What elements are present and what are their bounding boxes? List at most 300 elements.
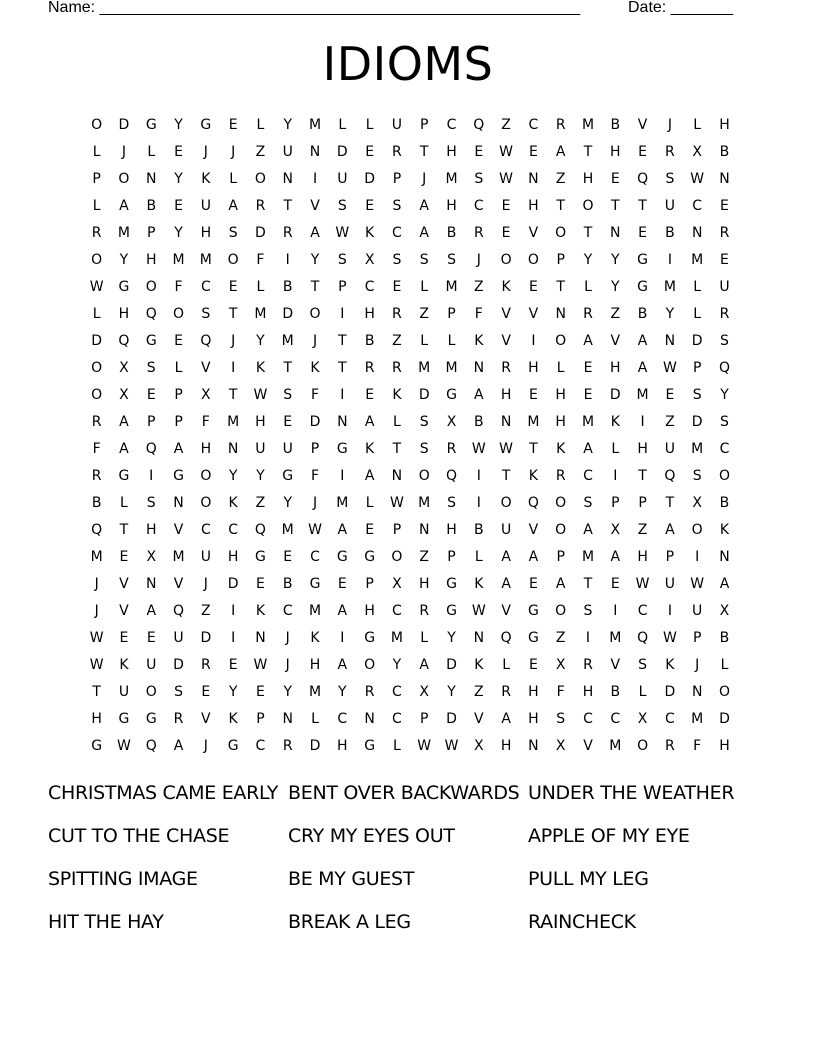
grid-letter: B [446,225,457,241]
grid-letter: E [638,144,648,160]
grid-letter: O [118,171,130,187]
grid-letter: H [637,441,648,457]
grid-letter: R [555,468,566,484]
word-list-item: CHRISTMAS CAME EARLY [48,782,279,804]
grid-letter: C [392,603,402,619]
grid-letter: P [692,630,702,646]
grid-letter: C [255,738,266,754]
grid-letter: K [610,414,620,430]
grid-letter: H [610,360,621,376]
grid-row [83,274,741,301]
grid-letter: Y [283,117,292,133]
grid-letter: X [446,414,457,430]
grid-letter: H [309,657,321,673]
grid-letter: O [91,117,103,133]
grid-letter: L [92,306,101,322]
grid-letter: H [227,549,239,565]
grid-letter: N [282,711,293,727]
grid-letter: U [692,603,703,619]
grid-letter: V [528,522,539,538]
grid-letter: P [174,387,183,403]
grid-letter: C [664,711,675,727]
grid-letter: T [92,684,101,700]
grid-letter: A [555,576,566,592]
grid-letter: I [285,252,290,268]
grid-letter: P [638,495,647,511]
grid-letter: E [392,279,402,295]
grid-letter: C [583,468,593,484]
grid-letter: D [91,333,103,349]
grid-letter: R [446,441,457,457]
page-title: IDIOMS [322,37,494,91]
grid-letter: E [501,225,511,241]
grid-letter: H [719,738,730,754]
grid-letter: I [231,630,236,646]
grid-letter: X [119,360,129,376]
grid-row [83,463,741,490]
grid-letter: J [667,117,672,133]
grid-letter: L [474,549,483,565]
header [48,0,748,19]
grid-letter: X [692,495,702,511]
grid-letter: I [340,306,345,322]
grid-letter: W [335,225,350,241]
grid-letter: H [528,198,539,214]
grid-letter: H [255,414,266,430]
grid-letter: G [145,711,157,727]
grid-letter: V [637,117,648,133]
grid-letter: L [420,333,429,349]
grid-letter: N [282,171,293,187]
grid-letter: X [146,549,157,565]
grid-letter: G [364,738,376,754]
grid-letter: B [364,333,375,349]
grid-letter: W [662,630,677,646]
grid-letter: S [720,414,729,430]
grid-letter: I [613,468,618,484]
grid-letter: E [720,198,729,214]
grid-letter: M [691,711,704,727]
grid-letter: G [145,117,157,133]
grid-letter: E [583,387,593,403]
grid-letter: A [173,738,184,754]
grid-letter: D [309,738,321,754]
letter-grid [83,112,741,760]
grid-letter: X [474,738,484,754]
grid-letter: G [282,468,294,484]
grid-letter: A [173,441,184,457]
grid-letter: M [281,333,294,349]
grid-letter: M [581,117,595,133]
grid-row [83,598,741,625]
grid-letter: L [147,144,156,160]
grid-letter: B [719,630,730,646]
grid-letter: F [310,468,320,484]
grid-letter: P [338,279,347,295]
grid-letter: D [691,414,703,430]
grid-letter: V [583,738,593,754]
grid-letter: A [337,657,348,673]
grid-letter: G [446,603,457,619]
grid-row [83,355,741,382]
grid-letter: L [311,711,319,727]
grid-letter: Z [610,306,621,322]
grid-letter: D [446,711,457,727]
grid-letter: N [500,414,512,430]
grid-letter: N [146,576,157,592]
grid-letter: C [282,603,293,619]
grid-letter: A [337,522,348,538]
grid-letter: X [364,252,375,268]
grid-letter: I [640,414,645,430]
grid-letter: O [145,279,157,295]
grid-letter: X [419,684,429,700]
grid-letter: W [308,522,322,538]
grid-row [83,436,741,463]
grid-letter: T [283,360,292,376]
grid-letter: K [228,495,238,511]
grid-letter: A [146,603,157,619]
grid-letter: E [638,225,648,241]
grid-letter: D [336,144,348,160]
grid-letter: U [282,441,293,457]
grid-letter: Y [392,657,402,673]
grid-letter: W [444,738,459,754]
grid-letter: M [172,549,185,565]
grid-letter: E [528,279,538,295]
grid-letter: D [609,387,621,403]
grid-letter: S [283,387,293,403]
word-list-item: BE MY GUEST [288,868,415,890]
grid-row [83,382,741,409]
grid-letter: Y [665,306,675,322]
grid-letter: H [91,711,102,727]
grid-letter: M [308,117,322,133]
grid-letter: M [581,549,595,565]
grid-letter: D [255,225,266,241]
grid-letter: Y [720,387,729,403]
grid-letter: T [228,387,238,403]
grid-letter: L [611,441,620,457]
grid-letter: R [200,657,211,673]
grid-letter: N [173,495,184,511]
grid-letter: U [173,630,184,646]
grid-letter: V [310,198,320,214]
grid-row [83,328,741,355]
grid-letter: J [476,252,481,268]
grid-letter: V [610,657,621,673]
grid-letter: M [90,549,103,565]
grid-letter: H [446,522,457,538]
grid-letter: X [555,738,566,754]
grid-letter: O [500,495,512,511]
grid-row [83,247,741,274]
grid-letter: W [89,657,104,673]
word-list-item: UNDER THE WEATHER [528,782,735,804]
grid-letter: D [446,657,457,673]
grid-letter: H [500,387,512,403]
grid-letter: C [310,549,320,565]
grid-row [83,193,741,220]
grid-letter: O [364,657,376,673]
grid-letter: W [117,738,131,754]
grid-letter: L [420,279,429,295]
grid-letter: N [610,225,621,241]
grid-letter: S [201,306,211,322]
grid-letter: O [718,468,730,484]
grid-letter: W [499,441,514,457]
grid-letter: O [637,738,649,754]
grid-letter: H [528,711,539,727]
grid-letter: X [119,387,129,403]
grid-letter: G [200,117,212,133]
grid-letter: E [501,198,511,214]
grid-letter: B [719,495,730,511]
grid-letter: O [527,252,539,268]
grid-letter: L [256,117,265,133]
grid-letter: R [282,738,293,754]
grid-letter: M [281,522,294,538]
grid-letter: B [610,684,621,700]
grid-letter: T [638,198,647,214]
grid-letter: S [419,252,429,268]
grid-letter: N [255,630,266,646]
grid-letter: P [447,306,456,322]
grid-letter: J [231,333,236,349]
grid-letter: E [201,684,211,700]
grid-letter: E [283,414,293,430]
grid-letter: R [501,684,511,700]
grid-letter: Q [637,171,649,187]
grid-letter: E [610,171,620,187]
word-list-item: HIT THE HAY [48,911,164,933]
grid-letter: W [635,576,650,592]
grid-letter: I [585,630,591,646]
grid-letter: M [663,279,676,295]
grid-letter: N [664,333,676,349]
grid-letter: P [556,549,565,565]
grid-letter: O [91,387,103,403]
grid-letter: J [203,144,208,160]
grid-letter: T [119,522,129,538]
grid-letter: D [309,414,321,430]
grid-letter: T [665,495,675,511]
grid-letter: W [389,495,404,511]
word-list-item: SPITTING IMAGE [48,868,198,890]
grid-letter: Y [283,495,292,511]
grid-letter: O [200,468,212,484]
grid-letter: I [476,468,481,484]
grid-letter: A [119,198,129,214]
grid-letter: N [364,711,375,727]
grid-letter: M [609,738,622,754]
grid-letter: G [336,441,348,457]
grid-letter: S [174,684,183,700]
grid-letter: J [203,738,208,754]
grid-letter: O [555,603,567,619]
grid-letter: T [583,225,593,241]
grid-letter: O [173,306,185,322]
grid-letter: S [447,252,456,268]
grid-letter: H [446,144,457,160]
grid-letter: T [556,279,565,295]
grid-letter: I [231,603,236,619]
grid-letter: N [391,468,403,484]
grid-letter: E [365,522,375,538]
grid-letter: C [228,522,239,538]
word-list-item: RAINCHECK [528,911,636,933]
grid-letter: D [118,117,130,133]
grid-letter: M [445,279,458,295]
grid-letter: Z [201,603,211,619]
grid-letter: Y [283,684,292,700]
grid-letter: C [446,117,457,133]
grid-letter: S [720,333,729,349]
grid-letter: H [145,252,157,268]
grid-letter: B [146,198,157,214]
grid-letter: I [476,495,481,511]
grid-letter: A [501,711,511,727]
grid-letter: L [556,360,565,376]
grid-letter: F [92,441,101,457]
grid-letter: M [418,360,431,376]
grid-letter: F [474,306,483,322]
grid-row [83,301,741,328]
grid-letter: P [611,495,620,511]
grid-letter: Q [445,468,458,484]
grid-letter: U [146,657,157,673]
grid-letter: U [391,117,403,133]
grid-letter: W [89,279,104,295]
grid-letter: H [555,414,566,430]
grid-letter: A [583,522,593,538]
grid-letter: Z [637,522,648,538]
grid-letter: U [282,144,293,160]
grid-letter: L [393,414,401,430]
grid-letter: J [94,603,99,619]
grid-letter: Q [664,468,676,484]
grid-letter: A [419,657,429,673]
grid-letter: Z [255,144,266,160]
grid-letter: R [583,306,593,322]
grid-letter: E [665,387,675,403]
grid-letter: A [637,333,648,349]
grid-letter: U [500,522,512,538]
grid-letter: Y [256,468,265,484]
grid-letter: M [527,414,540,430]
grid-row [83,112,741,139]
grid-letter: O [500,252,512,268]
grid-letter: N [555,306,566,322]
grid-letter: A [719,576,730,592]
grid-letter: H [610,144,621,160]
grid-letter: N [473,630,485,646]
grid-letter: B [637,306,648,322]
grid-letter: T [283,198,292,214]
grid-letter: C [583,711,593,727]
grid-letter: D [227,576,239,592]
grid-letter: L [365,117,374,133]
grid-letter: A [583,333,593,349]
grid-letter: Y [310,252,320,268]
grid-letter: V [501,333,511,349]
grid-row [83,490,741,517]
grid-row [83,544,741,571]
grid-letter: F [310,387,320,403]
grid-letter: Y [338,684,347,700]
grid-letter: S [665,171,675,187]
grid-letter: C [692,198,703,214]
date-field: Date: _______ [628,0,733,16]
grid-letter: E [283,549,293,565]
grid-letter: L [92,144,101,160]
grid-letter: J [94,576,99,592]
grid-letter: Y [256,333,265,349]
grid-letter: Y [611,252,620,268]
grid-letter: Z [392,333,402,349]
grid-letter: G [227,738,239,754]
grid-letter: F [256,252,265,268]
grid-letter: T [529,441,538,457]
grid-letter: H [528,684,539,700]
grid-letter: Q [500,630,512,646]
grid-letter: S [583,495,593,511]
grid-letter: M [581,414,595,430]
grid-letter: G [637,279,649,295]
grid-letter: T [611,198,620,214]
grid-letter: G [446,576,457,592]
grid-letter: L [120,495,128,511]
grid-letter: Y [583,252,593,268]
grid-letter: K [501,279,511,295]
grid-letter: R [91,414,102,430]
grid-letter: E [146,387,156,403]
grid-letter: S [228,225,238,241]
grid-letter: P [665,549,675,565]
grid-letter: L [693,117,702,133]
grid-letter: Q [637,630,649,646]
grid-letter: A [337,603,348,619]
grid-letter: M [254,306,267,322]
grid-letter: E [720,252,729,268]
grid-letter: Y [447,684,456,700]
grid-letter: W [253,387,268,403]
grid-letter: A [665,522,675,538]
grid-letter: V [173,576,184,592]
grid-letter: E [146,630,156,646]
grid-letter: R [583,657,593,673]
grid-letter: R [364,360,375,376]
grid-letter: R [282,225,293,241]
grid-letter: V [201,711,211,727]
grid-letter: M [390,630,403,646]
grid-letter: L [584,279,592,295]
grid-letter: R [173,711,184,727]
grid-letter: O [254,171,266,187]
grid-letter: U [664,198,675,214]
grid-letter: A [228,198,238,214]
grid-letter: O [555,333,567,349]
grid-letter: J [312,495,318,511]
grid-letter: A [119,441,129,457]
grid-letter: R [719,306,730,322]
grid-letter: Y [174,225,183,241]
grid-letter: K [474,333,484,349]
grid-letter: G [145,333,157,349]
grid-letter: A [501,549,511,565]
grid-letter: Q [145,306,157,322]
grid-letter: G [118,711,130,727]
